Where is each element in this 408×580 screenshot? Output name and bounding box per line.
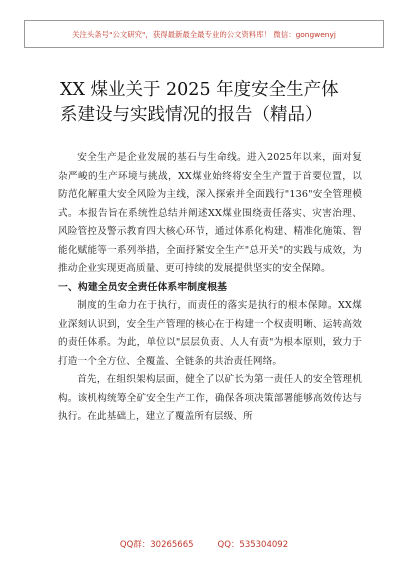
body-paragraph: 制度的生命力在于执行，而责任的落实是执行的根本保障。XX煤业深刻认识到，安全生产管理的核心在于构建一个权责明晰、运转高效的责任体系。为此，单位以"层层负责、人人有责"为根本原则，致力于打造一个全方位、全覆盖、全链条的共治责任网络。	[58, 300, 362, 367]
body-paragraph: 首先，在组织架构层面，健全了以矿长为第一责任人的安全管理机构。该机构统筹全矿安全生产工作，确保各项决策部署能够高效传达与执行。在此基础上，建立了覆盖所有层级、所	[58, 374, 362, 422]
section-1-heading: 一、构建全员安全责任体系牢制度根基	[58, 281, 228, 293]
footer-contact	[0, 538, 408, 552]
footer-qq-group: QQ群：30265665	[119, 540, 194, 550]
intro-paragraph: 安全生产是企业发展的基石与生命线。进入2025年以来，面对复杂严峻的生产环境与挑战，XX煤业始终将安全生产置于首要位置，以防范化解重大安全风险为主线，深入探索并全面践行"136"安全管理模式。本报告旨在系统性总结并阐述XX煤业围绕责任落实、灾害治理、风险管控及警示教育四大核心环节，通过体系化构建、精准化施策、智能化赋能等一系列举措，全面抒紧安全生产"总开关"的实践与成效，为推动企业实现更高质量、更可持续的发展提供坚实的安全保障。	[58, 152, 362, 274]
footer-qq: QQ：535304092	[217, 540, 289, 550]
title-line-1: XX 煤业关于 2025 年度安全生产体	[60, 80, 339, 100]
document-body	[58, 149, 362, 427]
document-title	[60, 78, 368, 128]
promo-banner	[24, 20, 384, 48]
title-line-2: 系建设与实践情况的报告（精品）	[60, 105, 323, 125]
promo-banner-text: 关注头条号"公文研究"，获得最新最全最专业的公文资料库！ 微信：gongwenyj	[72, 29, 336, 39]
